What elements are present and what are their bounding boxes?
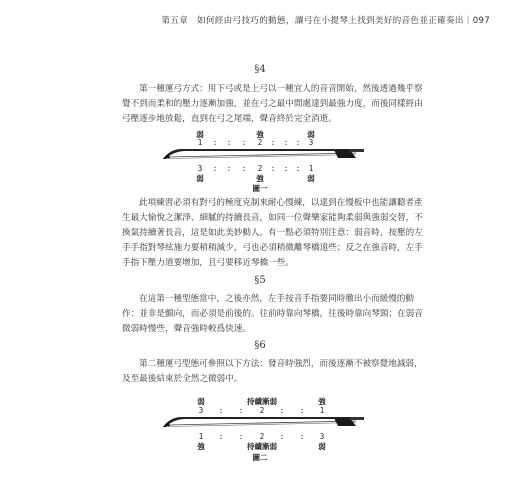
paragraph-line: 換氣持續著長音，這是如此美妙動人。有一點必須特別注意：弱音時，按壓的左: [122, 228, 423, 238]
figure2-top-num: 2: [259, 406, 265, 415]
figure2-top-num: 3: [198, 406, 204, 415]
figure1-bottom-num: :: [295, 164, 301, 173]
figure1-caption: 圖一: [252, 184, 268, 193]
figure2-caption: 圖二: [252, 453, 268, 462]
figure1-bottom-num: 2: [257, 164, 263, 173]
paragraph-line: 微弱時慢些，聲音強時較爲快速。: [122, 324, 251, 334]
figure2-top-num: :: [218, 406, 224, 415]
paragraph-line: 手手指對琴絃施力要稍稍減少，弓也必須稍微離琴橋遠些；反之在強音時，左手: [122, 243, 423, 253]
figure2-bottom-num: :: [299, 432, 305, 441]
figure1-bottom-num: :: [212, 164, 218, 173]
figure1-label-strong: 強: [256, 130, 264, 139]
figure2-label-sustained-diminuendo: 持續漸弱: [247, 397, 277, 406]
section-marker-4: §4: [254, 64, 266, 75]
paragraph-line: 第一種運弓方式：用下弓或是上弓以一種宜人的音音開始，然後透過幾乎察: [139, 84, 423, 94]
bow-illustration-1: [0, 146, 520, 164]
figure1-label-weak-right: 弱: [307, 130, 315, 139]
section-marker-6: §6: [254, 340, 266, 351]
paragraph-line: 第二種運弓型態可參照以下方法：發音時強烈，而後逐漸不被察覺地減弱，: [139, 359, 423, 369]
paragraph-line: 作：並非是顫向，而必須是前後的。往前時靠向琴橋，往後時靠向琴頸；在弱音: [122, 309, 423, 319]
figure1-top-num: 3: [308, 138, 314, 147]
figure2-bottom-num: :: [279, 432, 285, 441]
figure2-bottom-num: 2: [259, 432, 265, 441]
figure2-label-strong: 強: [318, 397, 326, 406]
figure1-top-num: :: [212, 138, 218, 147]
paragraph-line: 此項練習必須有對弓的極度克制來耐心慢練，以達到在慢板中也能讓聽者產: [139, 198, 423, 208]
figure1-bottom-num: 1: [308, 164, 314, 173]
figure2-bottom-num: :: [218, 432, 224, 441]
paragraph-2: [122, 196, 423, 271]
figure1-label-weak-left: 弱: [196, 174, 204, 183]
figure2-top-num: :: [238, 406, 244, 415]
figure1-top-num: :: [270, 138, 276, 147]
figure1-bottom-num: :: [270, 164, 276, 173]
figure2-top-num: :: [279, 406, 285, 415]
figure1-bottom-num: 3: [197, 164, 203, 173]
figure1-top-num: :: [226, 138, 232, 147]
figure1-bottom-num: :: [283, 164, 289, 173]
paragraph-line: 手指下壓力道要增加，且弓要移近琴橋一些。: [122, 258, 294, 268]
paragraph-line: 覺不到而柔和的壓力逐漸加強，並在弓之最中間處達到最強力度，而後同樣經由: [122, 99, 423, 109]
figure2-top-num: :: [299, 406, 305, 415]
figure1-top-num: 1: [197, 138, 203, 147]
figure1-top-num: :: [241, 138, 247, 147]
figure1-label-weak-left: 弱: [196, 130, 204, 139]
running-header: 第五章 如何經由弓技巧的動態，讓弓在小提琴上找到美好的音色並正確奏出｜097: [161, 16, 490, 26]
paragraph-4: [122, 357, 423, 387]
figure1-bottom-num: :: [226, 164, 232, 173]
section-marker-5: §5: [254, 275, 266, 286]
figure2-top-num: 1: [319, 406, 325, 415]
paragraph-1: [122, 82, 423, 127]
figure2-label-weak: 弱: [318, 442, 326, 451]
bow-illustration-2: [0, 414, 520, 432]
figure2-label-strong: 強: [197, 442, 205, 451]
figure1-label-weak-right: 弱: [307, 174, 315, 183]
figure1-bottom-num: :: [241, 164, 247, 173]
figure1-top-num: :: [283, 138, 289, 147]
figure1-label-strong: 強: [256, 174, 264, 183]
figure1-top-num: :: [295, 138, 301, 147]
figure2-label-weak: 弱: [197, 397, 205, 406]
paragraph-line: 在這第一種型態當中，之後亦然，左手按音手指要同時徹出小而緩慢的動: [139, 294, 415, 304]
paragraph-3: [122, 292, 423, 337]
figure2-bottom-num: :: [238, 432, 244, 441]
figure1-top-num: 2: [257, 138, 263, 147]
figure2-bottom-num: 3: [319, 432, 325, 441]
figure2-bottom-num: 1: [198, 432, 204, 441]
paragraph-line: 及至最後結束於全然之微弱中。: [122, 374, 243, 384]
figure2-label-sustained-diminuendo: 持續漸弱: [247, 442, 277, 451]
paragraph-line: 弓壓逐步地放鬆，直到在弓之尾端，聲音終於完全消逝。: [122, 114, 337, 124]
paragraph-line: 生最大愉悅之潔淨、細膩的持續長音，如同一位聲樂家能夠柔弱與強弱交替，不: [122, 213, 423, 223]
